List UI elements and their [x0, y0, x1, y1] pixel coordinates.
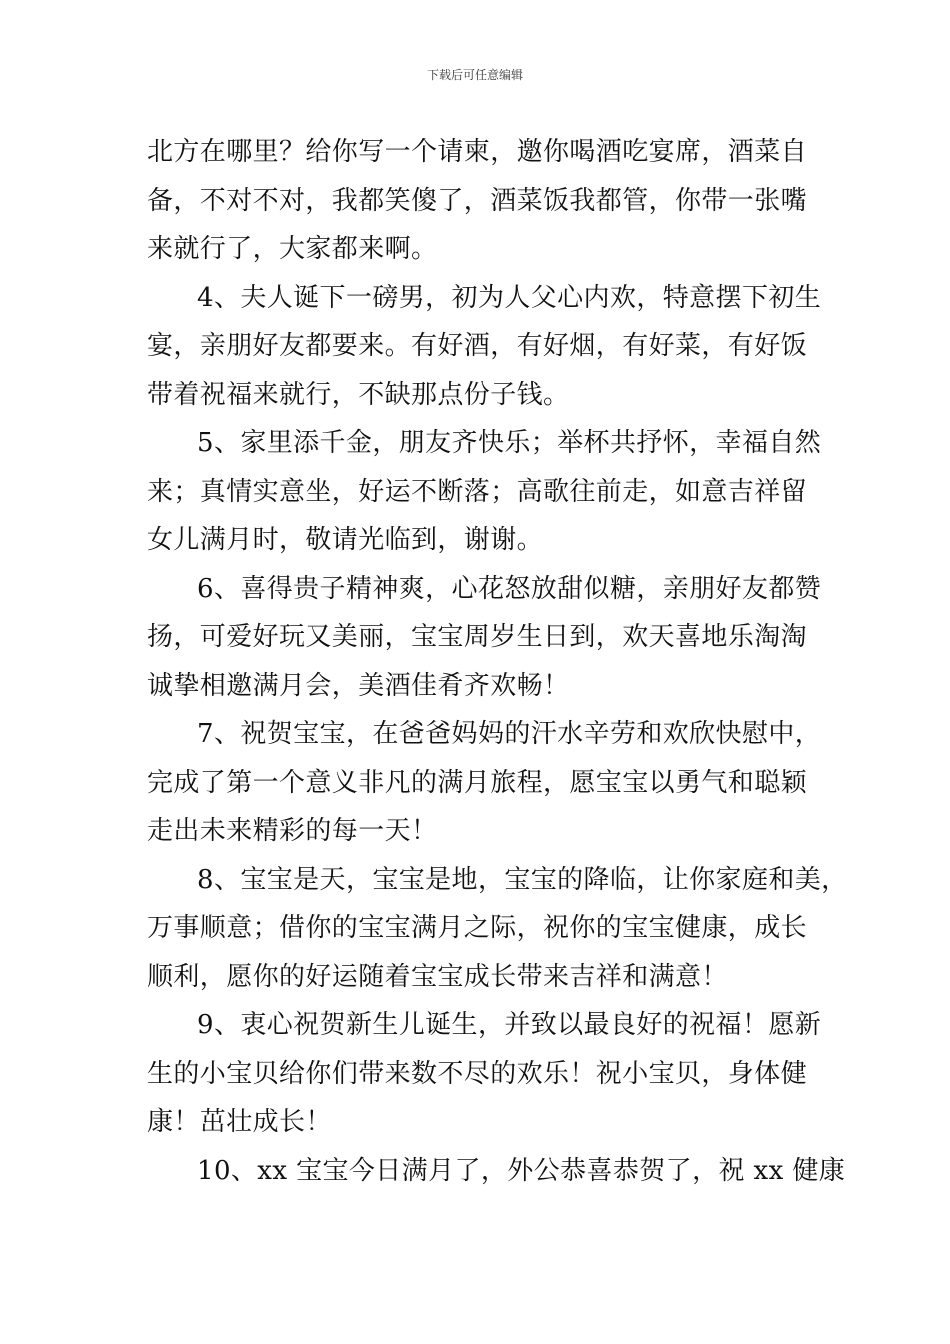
paragraph-6-start: 6、喜得贵子精神爽，心花怒放甜似糖，亲朋好友都赞 — [197, 573, 822, 604]
text-line: 康！茁壮成长！ — [147, 1107, 332, 1137]
text-line: 扬，可爱好玩又美丽，宝宝周岁生日到，欢天喜地乐淘淘 — [147, 622, 808, 652]
text-line: 来就行了，大家都来啊。 — [147, 234, 438, 264]
document-body — [147, 128, 848, 1195]
paragraph-10-start: 10、xx 宝宝今日满月了，外公恭喜恭贺了，祝 xx 健康 — [197, 1155, 846, 1186]
text-line: 带着祝福来就行，不缺那点份子钱。 — [147, 379, 570, 410]
text-line: 万事顺意；借你的宝宝满月之际，祝你的宝宝健康，成长 — [147, 913, 808, 943]
text-line: 走出未来精彩的每一天！ — [147, 816, 438, 846]
text-line: 生的小宝贝给你们带来数不尽的欢乐！祝小宝贝，身体健 — [147, 1058, 808, 1089]
paragraph-8-start: 8、宝宝是天，宝宝是地，宝宝的降临，让你家庭和美， — [197, 864, 848, 895]
text-line: 女儿满月时，敬请光临到，谢谢。 — [147, 525, 544, 555]
paragraph-7-start: 7、祝贺宝宝，在爸爸妈妈的汗水辛劳和欢欣快慰中， — [197, 719, 822, 749]
paragraph-9-start: 9、衷心祝贺新生儿诞生，并致以最良好的祝福！愿新 — [197, 1010, 822, 1040]
text-line: 完成了第一个意义非凡的满月旅程，愿宝宝以勇气和聪颖 — [147, 767, 808, 798]
text-line: 顺利，愿你的好运随着宝宝成长带来吉祥和满意！ — [147, 961, 728, 992]
paragraph-5-start: 5、家里添千金，朋友齐快乐；举杯共抒怀，幸福自然 — [197, 428, 822, 458]
paragraph-4-start: 4、夫人诞下一磅男，初为人父心内欢，特意摆下初生 — [197, 282, 822, 313]
text-line: 备，不对不对，我都笑傻了，酒菜饭我都管，你带一张嘴 — [147, 185, 808, 216]
text-line: 诚挚相邀满月会，美酒佳肴齐欢畅！ — [147, 670, 570, 701]
page-header: 下载后可任意编辑 — [426, 68, 523, 82]
text-line: 北方在哪里？给你写一个请柬，邀你喝酒吃宴席，酒菜自 — [147, 137, 808, 167]
text-line: 来；真情实意坐，好运不断落；高歌往前走，如意吉祥留 — [147, 476, 808, 507]
text-line: 宴，亲朋好友都要来。有好酒，有好烟，有好菜，有好饭 — [147, 331, 808, 361]
